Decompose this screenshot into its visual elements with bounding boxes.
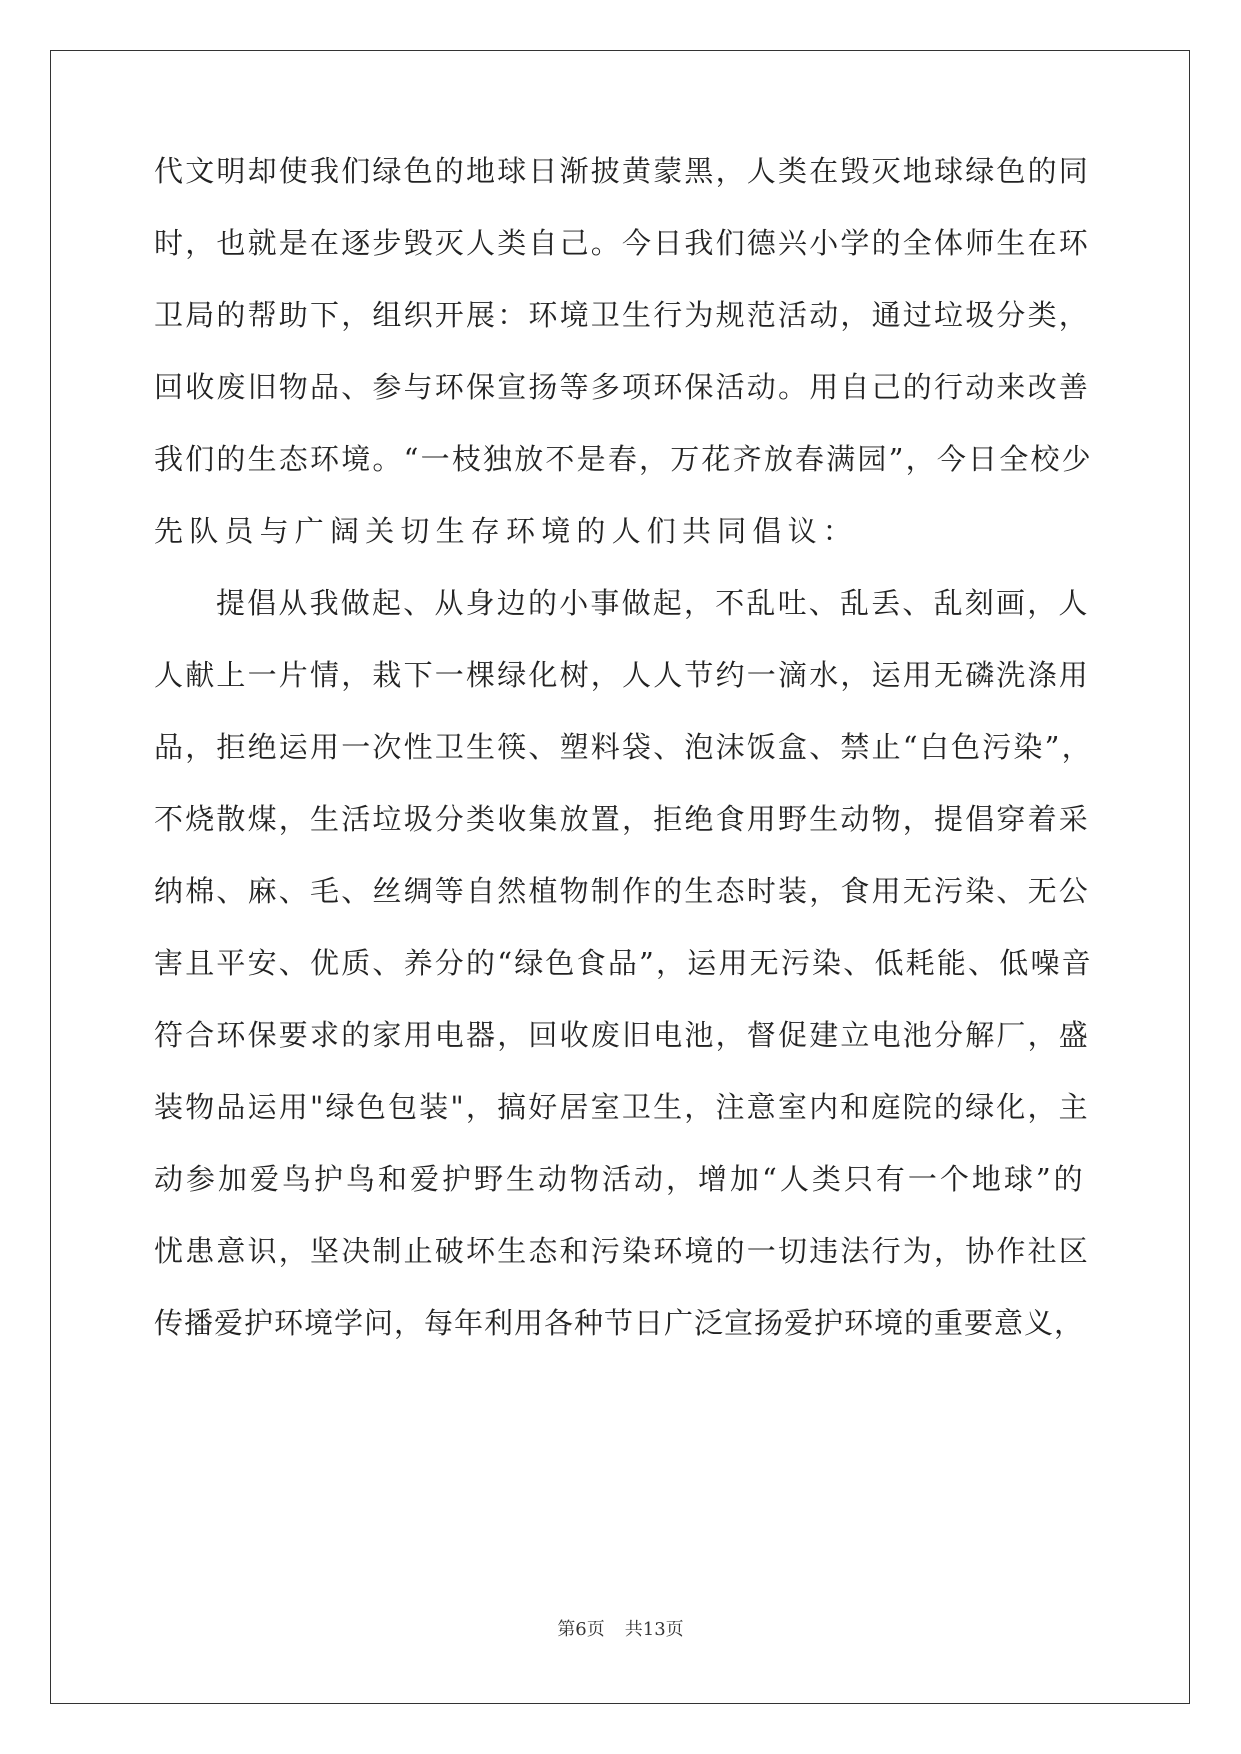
page-total: 共13页 — [624, 1619, 684, 1640]
text-line: 装物品运用"绿色包装"，搞好居室卫生，注意室内和庭院的绿化，主 — [154, 1090, 1090, 1124]
text-line: 提倡从我做起、从身边的小事做起，不乱吐、乱丢、乱刻画，人 — [216, 586, 1090, 620]
page-number: 第6页 — [557, 1619, 605, 1640]
text-line: 先队员与广阔关切生存环境的人们共同倡议： — [154, 514, 859, 548]
text-line: 我们的生态环境。“一枝独放不是春，万花齐放春满园”，今日全校少 — [154, 442, 1093, 476]
text-line: 忧患意识，坚决制止破坏生态和污染环境的一切违法行为，协作社区 — [154, 1234, 1091, 1268]
text-line: 人献上一片情，栽下一棵绿化树，人人节约一滴水，运用无磷洗涤用 — [154, 658, 1091, 692]
page-footer — [0, 1618, 1241, 1642]
text-line: 品，拒绝运用一次性卫生筷、塑料袋、泡沫饭盒、禁止“白色污染”， — [154, 730, 1093, 764]
text-line: 害且平安、优质、养分的“绿色食品”，运用无污染、低耗能、低噪音 — [154, 946, 1093, 980]
text-line: 卫局的帮助下，组织开展：环境卫生行为规范活动，通过垃圾分类， — [154, 298, 1091, 332]
text-line: 代文明却使我们绿色的地球日渐披黄蒙黑，人类在毁灭地球绿色的同 — [154, 154, 1091, 188]
text-line: 动参加爱鸟护鸟和爱护野生动物活动，增加“人类只有一个地球”的 — [154, 1162, 1086, 1196]
text-line: 不烧散煤，生活垃圾分类收集放置，拒绝食用野生动物，提倡穿着采 — [154, 802, 1091, 836]
text-line: 回收废旧物品、参与环保宣扬等多项环保活动。用自己的行动来改善 — [154, 370, 1091, 404]
text-line: 符合环保要求的家用电器，回收废旧电池，督促建立电池分解厂，盛 — [154, 1018, 1091, 1052]
text-line: 时，也就是在逐步毁灭人类自己。今日我们德兴小学的全体师生在环 — [154, 226, 1091, 260]
text-line: 传播爱护环境学问，每年利用各种节日广泛宣扬爱护环境的重要意义， — [154, 1306, 1085, 1340]
text-line: 纳棉、麻、毛、丝绸等自然植物制作的生态时装，食用无污染、无公 — [154, 874, 1091, 908]
